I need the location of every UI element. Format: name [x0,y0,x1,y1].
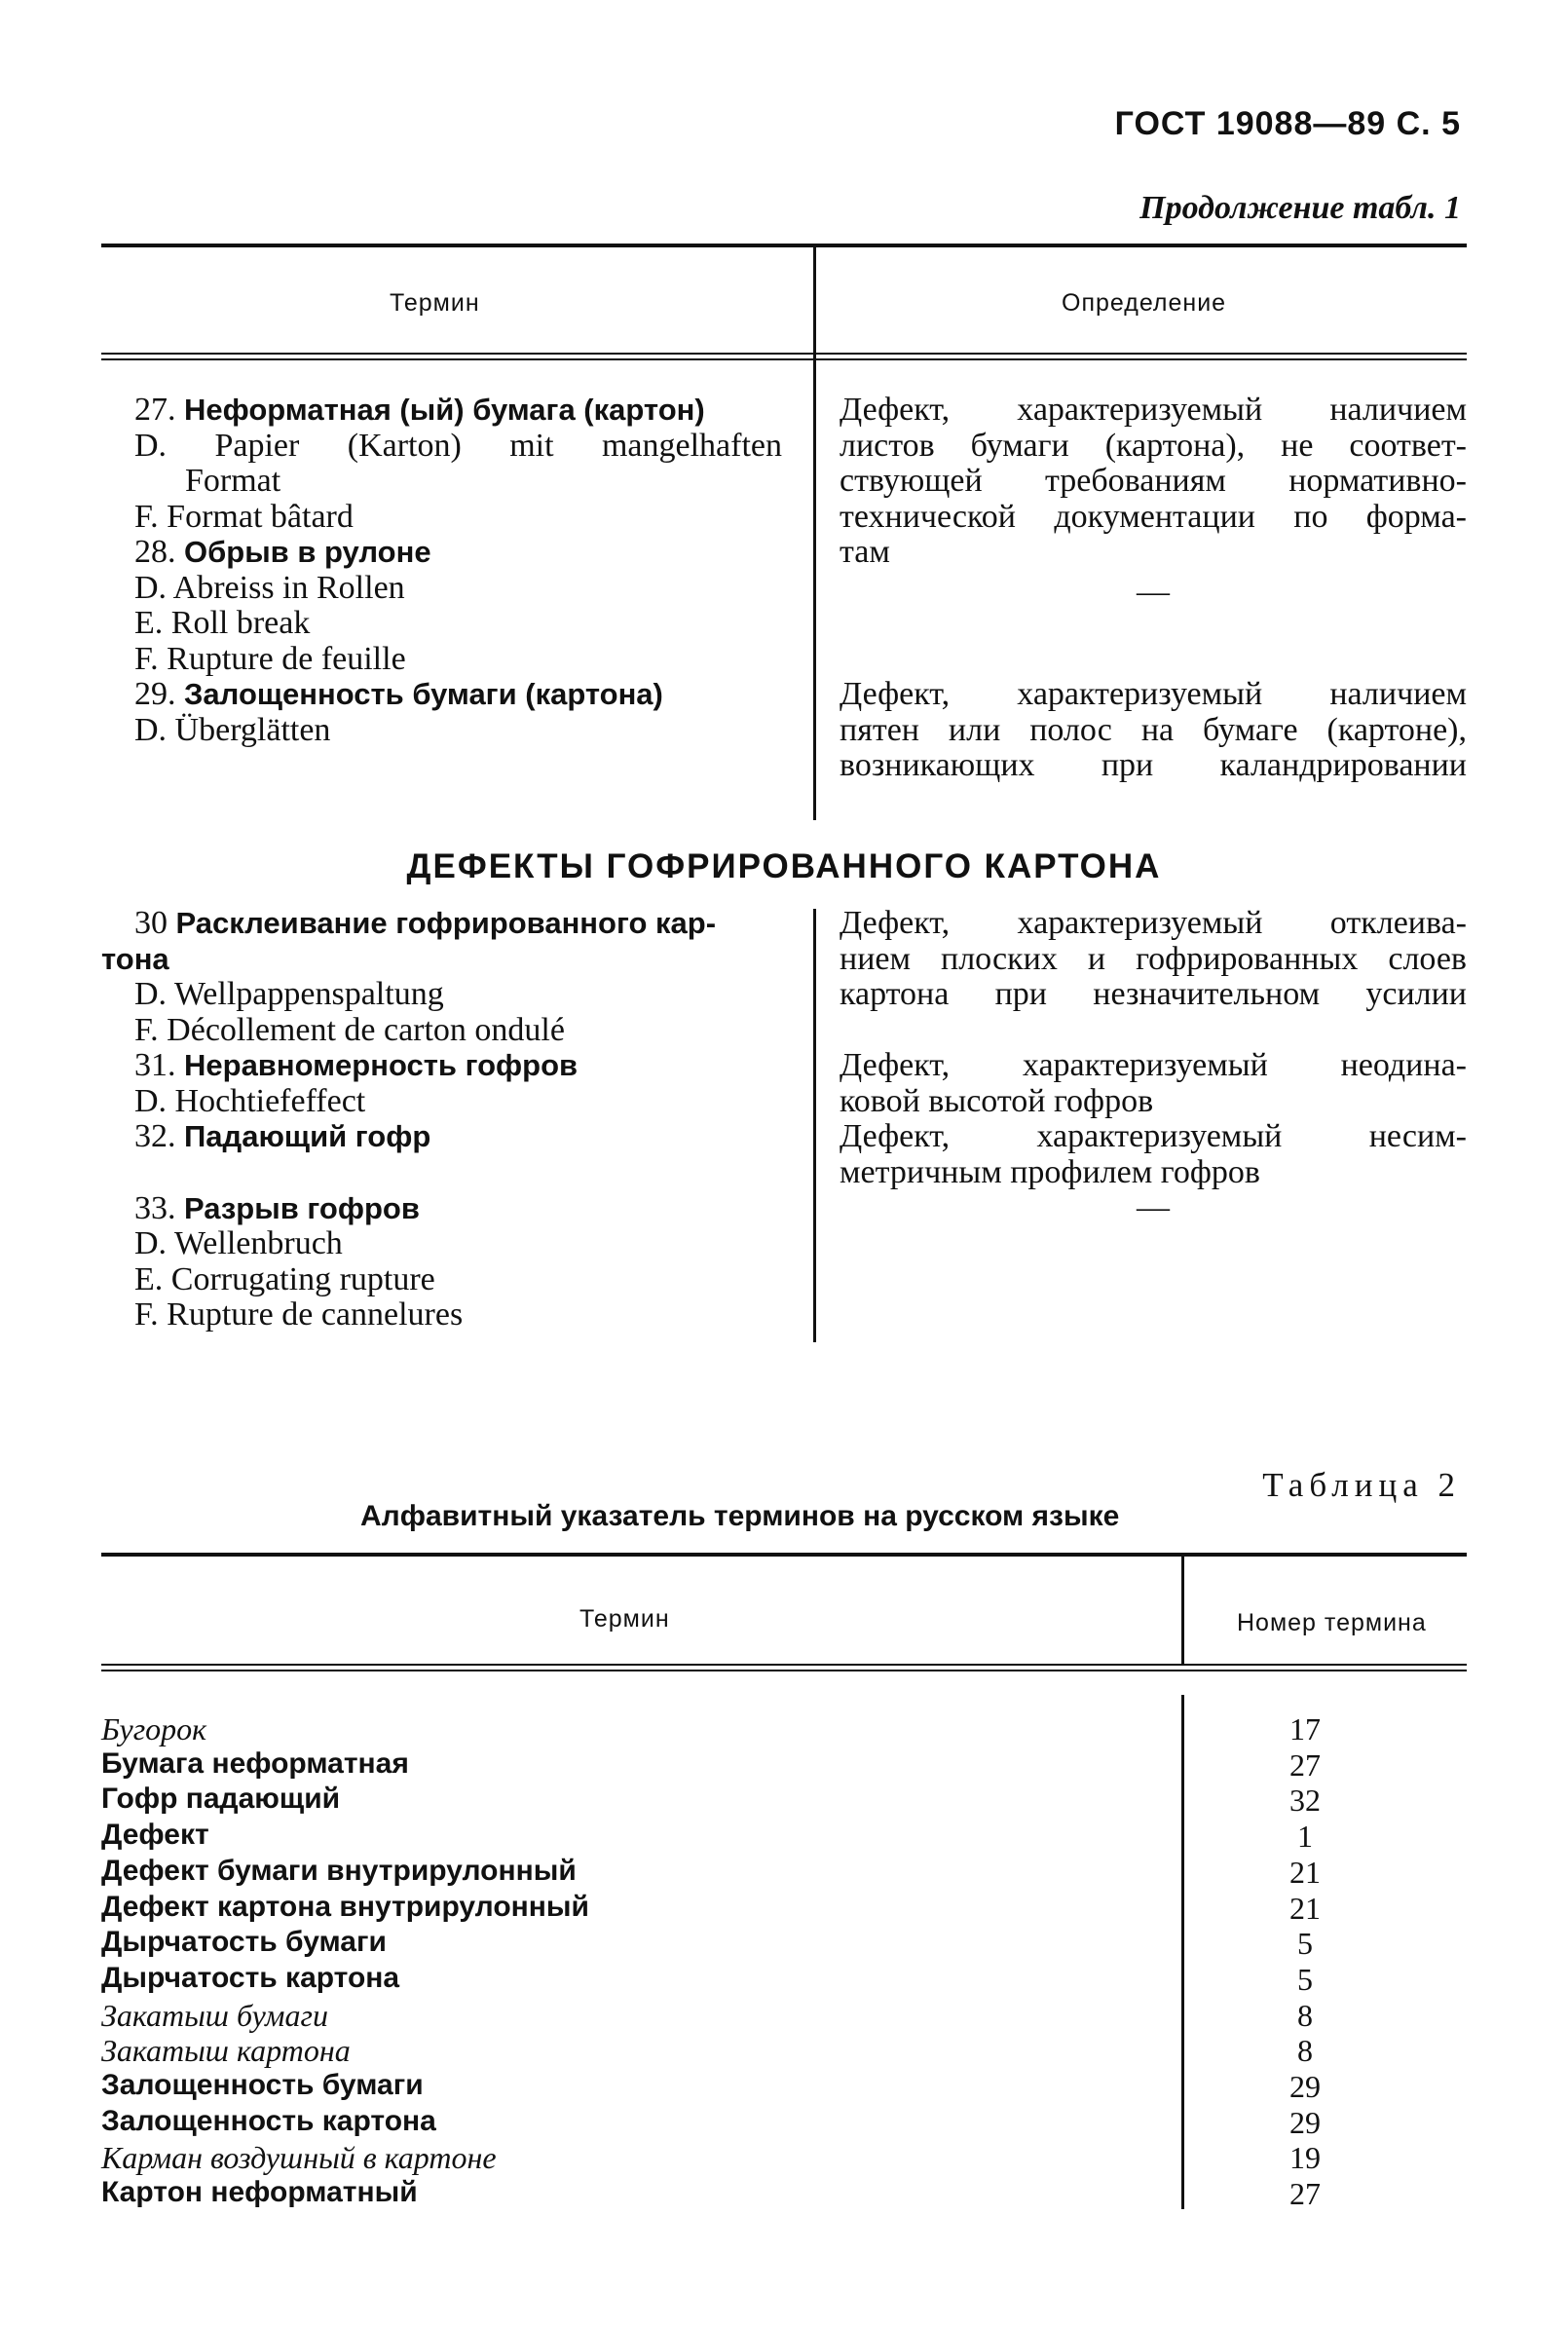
table-row [0,1783,1568,1818]
table-row [0,1962,1568,1997]
term-30 [101,906,783,942]
term-28-number: 28. [134,534,176,570]
index-term: Картон неформатный [101,2176,418,2209]
table1-header-term: Термин [390,289,480,317]
definition-27-line: ствующей требованиям нормативно- [840,463,1467,499]
term-33 [101,1191,783,1227]
index-term-number: 27 [1289,2176,1321,2212]
index-term: Дефект картона внутрирулонный [101,1890,589,1923]
term-30-name: Расклеивание гофрированного кар- [175,906,717,940]
term-29-name: Залощенность бумаги (картона) [184,677,663,711]
definition-27-line: листов бумаги (картона), не соответ- [840,427,1467,464]
term-33-en: E. Corrugating rupture [134,1260,435,1297]
table-row [0,1891,1568,1926]
index-term: Залощенность картона [101,2104,436,2137]
term-33-de: D. Wellenbruch [134,1225,343,1261]
term-32 [101,1119,783,1155]
definition-33-dash: — [1137,1189,1170,1225]
index-term: Закатыш картона [101,2033,351,2069]
table-row [0,2033,1568,2068]
term-27-fr: F. Format bâtard [134,498,354,535]
term-33-name: Разрыв гофров [184,1190,420,1225]
index-term: Дефект [101,1819,209,1852]
index-term: Карман воздушный в картоне [101,2140,497,2176]
term-28 [134,535,797,571]
term-27-name: Неформатная (ый) бумага (картон) [184,393,705,427]
definition-27-line: Дефект, характеризуемый наличием [840,392,1467,428]
table-row [0,2140,1568,2175]
term-30-fr: F. Décollement de carton ondulé [134,1011,565,1048]
term-27-number: 27. [134,392,176,428]
term-32-number: 32. [134,1118,176,1154]
index-term: Дырчатость картона [101,1961,400,1994]
table1-column-divider [813,245,816,820]
definition-32 [840,1119,1467,1190]
term-29 [134,677,797,713]
index-term: Дефект бумаги внутрирулонный [101,1854,577,1887]
table2-top-rule [101,1553,1467,1557]
definition-31 [840,1048,1467,1119]
table1-block2-terms [101,906,783,1333]
table-continuation-label: Продолжение табл. 1 [1139,190,1461,226]
table1-header-rule-1 [101,353,1467,355]
term-27-de-cont: Format [185,463,281,499]
definition-27-line: технической документации по форма- [840,498,1467,535]
index-term-number: 21 [1289,1854,1321,1890]
term-31-name: Неравномерность гофров [184,1048,579,1082]
table2-header-term: Термин [579,1605,670,1633]
table-row [0,1747,1568,1783]
term-32-name: Падающий гофр [184,1119,431,1153]
table2-header-number: Номер термина [1237,1609,1427,1636]
table1-block1-terms [134,393,797,748]
table2-header-rule-2 [101,1670,1467,1671]
term-31-de: D. Hochtiefeffect [134,1082,366,1119]
index-term-number: 27 [1289,1746,1321,1783]
term-28-fr: F. Rupture de feuille [134,640,406,677]
index-term: Бугорок [101,1711,207,1746]
index-term-number: 29 [1289,2069,1321,2104]
term-30-name-cont: тона [101,941,169,976]
term-28-de: D. Abreiss in Rollen [134,569,405,606]
index-term-number: 21 [1289,1890,1321,1926]
term-31-number: 31. [134,1047,176,1083]
definition-30-line: картона при незначительном усилии [840,976,1467,1012]
section-title: ДЕФЕКТЫ ГОФРИРОВАННОГО КАРТОНА [406,847,1162,885]
table-row [0,2176,1568,2211]
table-row [0,1819,1568,1854]
definition-29-line: Дефект, характеризуемый наличием [840,676,1467,712]
definition-32-line: Дефект, характеризуемый несим- [840,1118,1467,1154]
definition-30-line: Дефект, характеризуемый отклеива- [840,905,1467,941]
term-31 [101,1048,783,1084]
table-row [0,2105,1568,2140]
table1-header-definition: Определение [1062,289,1227,317]
definition-29-line: пятен или полос на бумаге (картоне), [840,711,1467,748]
definition-28-dash: — [1137,574,1170,610]
table2-header-divider [1181,1555,1184,1664]
term-28-en: E. Roll break [134,605,311,641]
index-term-number: 8 [1297,1997,1313,2033]
index-term-number: 8 [1297,2033,1313,2069]
index-term-number: 5 [1297,1926,1313,1962]
index-term: Залощенность бумаги [101,2069,424,2101]
index-term-number: 19 [1289,2140,1321,2176]
term-27-de: D. Papier (Karton) mit mangelhaften [134,427,782,464]
definition-30-line: нием плоских и гофрированных слоев [840,940,1467,977]
index-term: Закатыш бумаги [101,1997,328,2033]
index-term: Гофр падающий [101,1783,341,1816]
definition-29-line: возникающих при каландрировании [840,747,1467,783]
definition-27-line: там [840,534,890,570]
index-term: Бумага неформатная [101,1746,409,1780]
table1-top-rule [101,244,1467,247]
definition-30 [840,906,1467,1013]
table-row [0,2069,1568,2104]
term-29-de: D. Überglätten [134,711,331,748]
index-term-number: 1 [1297,1819,1313,1855]
term-30-de: D. Wellpappenspaltung [134,976,444,1012]
table-row [0,1711,1568,1746]
term-28-name: Обрыв в рулоне [184,535,431,569]
definition-31-line: ковой высотой гофров [840,1082,1154,1119]
term-33-number: 33. [134,1189,176,1226]
page-header-code: ГОСТ 19088—89 С. 5 [1114,105,1461,142]
index-term-number: 17 [1289,1711,1321,1746]
term-27 [134,393,797,429]
table2-label: Таблица 2 [1262,1466,1461,1504]
index-term-number: 32 [1289,1783,1321,1819]
table-row [0,1926,1568,1961]
term-29-number: 29. [134,676,176,712]
index-term: Дырчатость бумаги [101,1926,387,1959]
definition-29 [840,677,1467,784]
definition-31-line: Дефект, характеризуемый неодина- [840,1047,1467,1083]
table1-header-rule-2 [101,358,1467,360]
term-33-fr: F. Rupture de cannelures [134,1296,464,1333]
definition-27 [840,393,1467,571]
term-30-number: 30 [134,905,168,941]
definition-32-line: метричным профилем гофров [840,1153,1260,1190]
index-term-number: 29 [1289,2104,1321,2140]
table1-column-divider-2 [813,909,816,1342]
table2-title: Алфавитный указатель терминов на русском языке [360,1500,1120,1532]
table2-header-rule-1 [101,1664,1467,1666]
index-term-number: 5 [1297,1961,1313,1997]
table-row [0,1998,1568,2033]
table-row [0,1855,1568,1890]
